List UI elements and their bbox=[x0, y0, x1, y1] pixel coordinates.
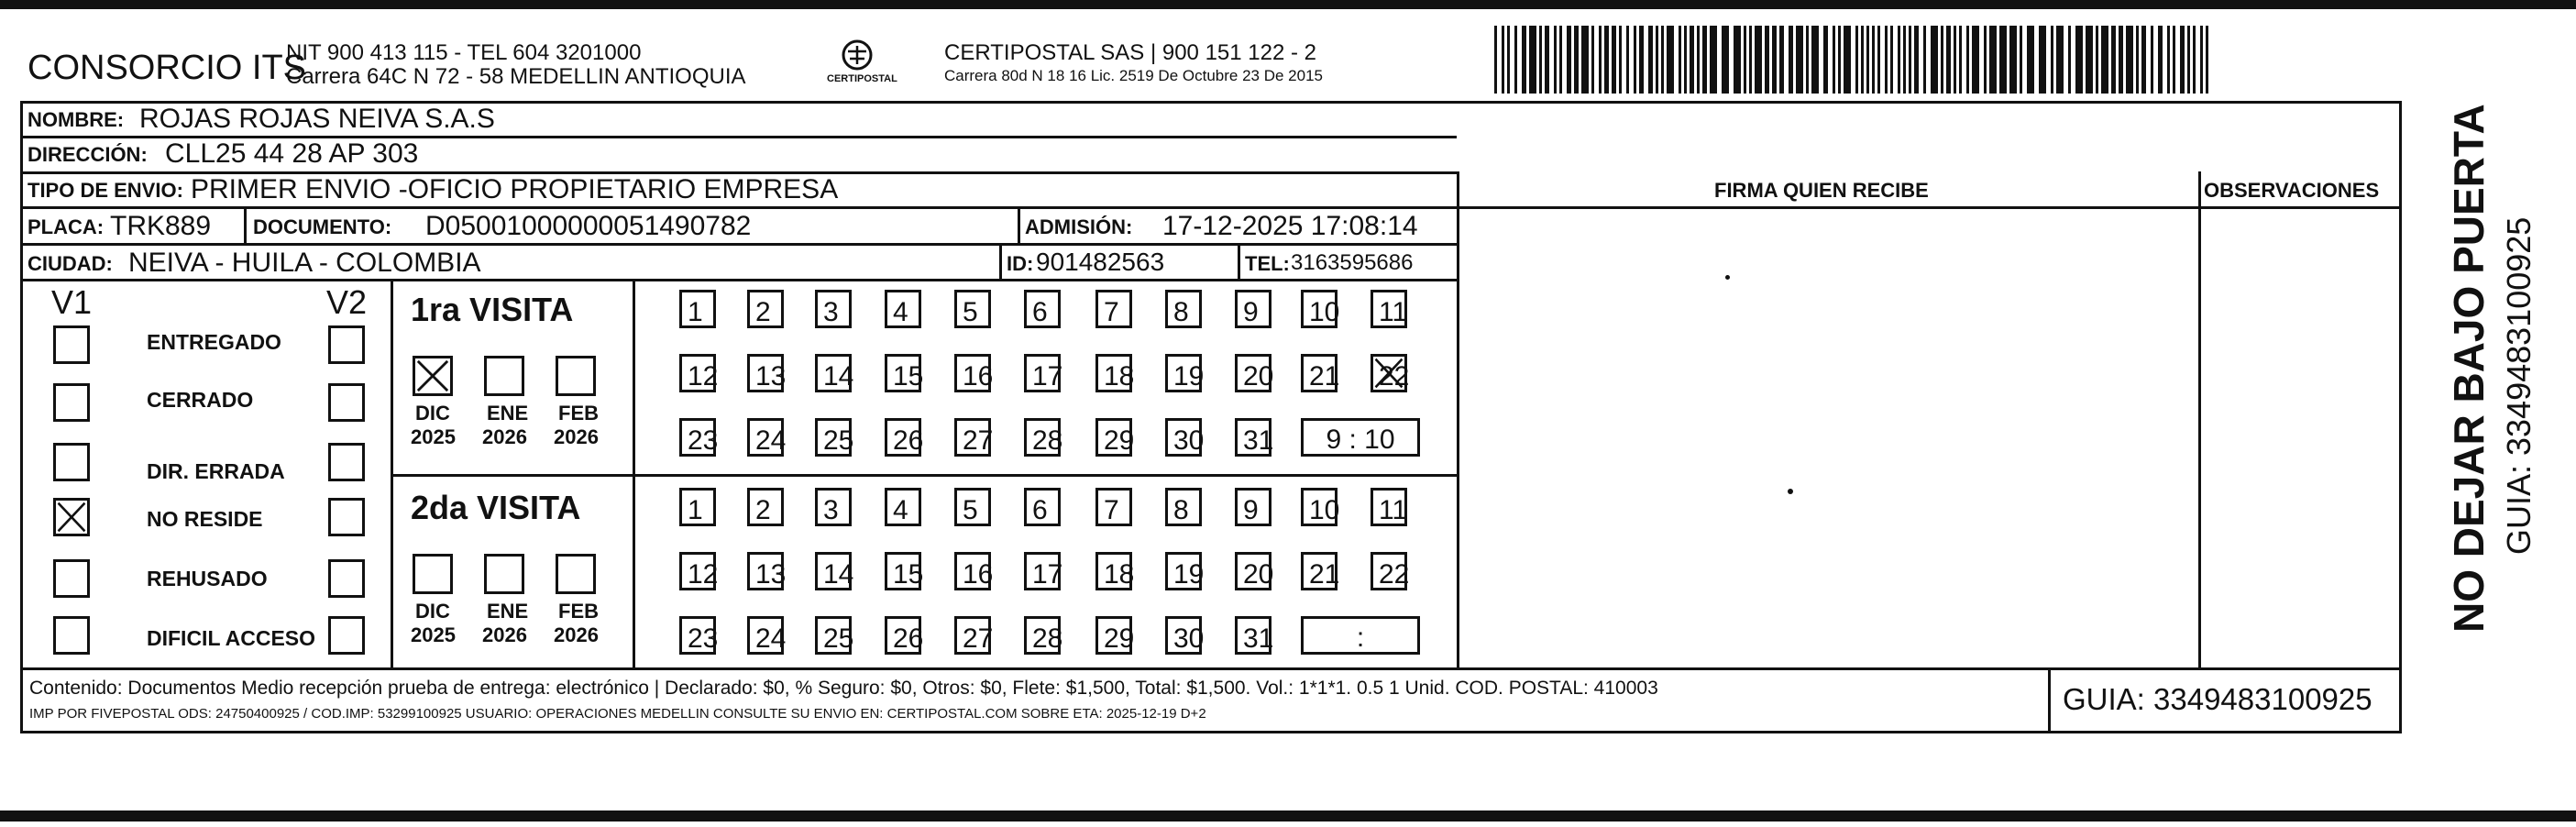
day-box[interactable]: 24 bbox=[747, 418, 784, 457]
v1-checkbox[interactable] bbox=[53, 325, 90, 364]
month-year: 2026 bbox=[482, 623, 527, 646]
day-box[interactable]: 18 bbox=[1095, 552, 1132, 590]
day-box[interactable]: 8 bbox=[1165, 290, 1202, 328]
month-name: ENE bbox=[487, 600, 529, 623]
day-box[interactable]: 28 bbox=[1024, 418, 1061, 457]
visit-title: 2da VISITA bbox=[411, 489, 581, 526]
day-box[interactable]: 3 bbox=[815, 488, 852, 526]
day-box[interactable]: 22 bbox=[1371, 552, 1407, 590]
check-x-mark bbox=[56, 501, 87, 534]
documento-value: D05001000000051490782 bbox=[425, 211, 752, 241]
day-box[interactable]: 29 bbox=[1095, 616, 1132, 655]
status-label: DIFICIL ACCESO bbox=[147, 626, 316, 650]
check-x-mark bbox=[1373, 357, 1404, 390]
day-box[interactable]: 1 bbox=[679, 290, 716, 328]
day-box[interactable]: 17 bbox=[1024, 552, 1061, 590]
logo-text: CERTIPOSTAL bbox=[827, 73, 897, 84]
day-box[interactable]: 12 bbox=[679, 552, 716, 590]
day-box[interactable]: 30 bbox=[1165, 418, 1202, 457]
tipo-envio-label: TIPO DE ENVIO: bbox=[28, 179, 183, 202]
month-name: DIC bbox=[415, 402, 450, 425]
month-checkbox[interactable] bbox=[413, 554, 453, 594]
day-box[interactable]: 31 bbox=[1235, 418, 1271, 457]
status-label: ENTREGADO bbox=[147, 330, 281, 354]
day-box[interactable]: 23 bbox=[679, 616, 716, 655]
certipostal-logo bbox=[807, 37, 908, 92]
id-label: ID: bbox=[1007, 252, 1034, 275]
v2-checkbox[interactable] bbox=[328, 325, 365, 364]
month-year: 2026 bbox=[554, 623, 599, 646]
day-box[interactable]: 16 bbox=[954, 354, 991, 392]
side-no-dejar: NO DEJAR BAJO PUERTA bbox=[2445, 104, 2493, 633]
v2-checkbox[interactable] bbox=[328, 616, 365, 655]
day-box[interactable]: 28 bbox=[1024, 616, 1061, 655]
visit-title: 1ra VISITA bbox=[411, 291, 574, 328]
day-box[interactable]: 26 bbox=[885, 418, 921, 457]
month-year: 2025 bbox=[411, 425, 456, 448]
day-box[interactable]: 15 bbox=[885, 552, 921, 590]
time-box[interactable]: 9 : 10 bbox=[1301, 418, 1420, 457]
time-box[interactable]: : bbox=[1301, 616, 1420, 655]
day-box[interactable]: 7 bbox=[1095, 488, 1132, 526]
day-box[interactable]: 8 bbox=[1165, 488, 1202, 526]
day-box[interactable]: 22 bbox=[1371, 354, 1407, 392]
admision-value: 17-12-2025 17:08:14 bbox=[1162, 211, 1418, 241]
footer-imp: IMP POR FIVEPOSTAL ODS: 24750400925 / COD.IMP: 53299100925 USUARIO: OPERACIONES MEDELLIN CONSULTE SU ENVIO EN: CERTIPOSTAL.COM SOBRE ETA: 2025-12-19 D+2 bbox=[29, 706, 1206, 722]
stray-dot bbox=[1725, 275, 1730, 280]
day-box[interactable]: 26 bbox=[885, 616, 921, 655]
company-name: CONSORCIO ITS bbox=[28, 49, 307, 87]
day-box[interactable]: 29 bbox=[1095, 418, 1132, 457]
day-box[interactable]: 6 bbox=[1024, 488, 1061, 526]
day-box[interactable]: 31 bbox=[1235, 616, 1271, 655]
footer-guia: GUIA: 3349483100925 bbox=[2063, 682, 2372, 716]
day-box[interactable]: 24 bbox=[747, 616, 784, 655]
v1-label: V1 bbox=[51, 283, 93, 321]
tipo-envio-value: PRIMER ENVIO -OFICIO PROPIETARIO EMPRESA bbox=[191, 174, 839, 204]
direccion-label: DIRECCIÓN: bbox=[28, 143, 148, 166]
v1-checkbox[interactable] bbox=[53, 383, 90, 422]
day-box[interactable]: 21 bbox=[1301, 354, 1338, 392]
day-box[interactable]: 9 bbox=[1235, 290, 1271, 328]
month-checkbox[interactable] bbox=[484, 356, 524, 396]
direccion-value: CLL25 44 28 AP 303 bbox=[165, 138, 419, 169]
day-box[interactable]: 15 bbox=[885, 354, 921, 392]
day-box[interactable]: 11 bbox=[1371, 488, 1407, 526]
admision-label: ADMISIÓN: bbox=[1025, 215, 1133, 238]
day-box[interactable]: 10 bbox=[1301, 290, 1338, 328]
v1-checkbox[interactable] bbox=[53, 616, 90, 655]
day-box[interactable]: 12 bbox=[679, 354, 716, 392]
placa-label: PLACA: bbox=[28, 215, 105, 238]
company-address: Carrera 64C N 72 - 58 MEDELLIN ANTIOQUIA bbox=[286, 64, 746, 89]
documento-label: DOCUMENTO: bbox=[253, 215, 392, 238]
id-value: 901482563 bbox=[1036, 248, 1165, 276]
month-name: FEB bbox=[558, 402, 599, 425]
status-label: CERRADO bbox=[147, 388, 254, 412]
month-year: 2025 bbox=[411, 623, 456, 646]
nombre-value: ROJAS ROJAS NEIVA S.A.S bbox=[139, 104, 495, 134]
v2-checkbox[interactable] bbox=[328, 443, 365, 481]
month-name: ENE bbox=[487, 402, 529, 425]
day-box[interactable]: 13 bbox=[747, 354, 784, 392]
top-border-bar bbox=[0, 0, 2576, 9]
ciudad-value: NEIVA - HUILA - COLOMBIA bbox=[128, 248, 481, 278]
day-box[interactable]: 30 bbox=[1165, 616, 1202, 655]
month-checkbox[interactable] bbox=[484, 554, 524, 594]
month-name: DIC bbox=[415, 600, 450, 623]
company-nit-tel: NIT 900 413 115 - TEL 604 3201000 bbox=[286, 40, 642, 65]
day-box[interactable]: 3 bbox=[815, 290, 852, 328]
day-box[interactable]: 11 bbox=[1371, 290, 1407, 328]
month-year: 2026 bbox=[554, 425, 599, 448]
month-year: 2026 bbox=[482, 425, 527, 448]
side-guia: GUIA: 3349483100925 bbox=[2500, 216, 2537, 555]
status-label: NO RESIDE bbox=[147, 507, 263, 531]
day-box[interactable]: 10 bbox=[1301, 488, 1338, 526]
month-checkbox[interactable] bbox=[413, 356, 453, 396]
tel-label: TEL: bbox=[1245, 252, 1290, 275]
placa-value: TRK889 bbox=[110, 211, 212, 241]
day-box[interactable]: 4 bbox=[885, 290, 921, 328]
day-box[interactable]: 13 bbox=[747, 552, 784, 590]
day-box[interactable]: 20 bbox=[1235, 552, 1271, 590]
day-box[interactable]: 2 bbox=[747, 290, 784, 328]
day-box[interactable]: 5 bbox=[954, 290, 991, 328]
tel-value: 3163595686 bbox=[1291, 250, 1414, 275]
v1-checkbox[interactable] bbox=[53, 559, 90, 598]
day-box[interactable]: 7 bbox=[1095, 290, 1132, 328]
barcode bbox=[1494, 26, 2218, 94]
day-box[interactable]: 16 bbox=[954, 552, 991, 590]
certipostal-license: Carrera 80d N 18 16 Lic. 2519 De Octubre 23 De 2015 bbox=[944, 67, 1323, 84]
day-box[interactable]: 18 bbox=[1095, 354, 1132, 392]
stray-dot bbox=[1788, 489, 1793, 494]
check-x-mark bbox=[415, 358, 450, 393]
footer-contenido: Contenido: Documentos Medio recepción prueba de entrega: electrónico | Declarado: $0, % Seguro: $0, Otros: $0, Flete: $1,500, Total: $1,500. Vol.: 1*1*1. 0.5 1 Unid. COD. POSTAL: 410003 bbox=[29, 678, 1658, 699]
v1-checkbox[interactable] bbox=[53, 443, 90, 481]
day-box[interactable]: 21 bbox=[1301, 552, 1338, 590]
ciudad-label: CIUDAD: bbox=[28, 252, 113, 275]
bottom-border-bar bbox=[0, 810, 2576, 821]
v2-checkbox[interactable] bbox=[328, 383, 365, 422]
firma-label: FIRMA QUIEN RECIBE bbox=[1714, 179, 1929, 202]
month-checkbox[interactable] bbox=[556, 356, 596, 396]
day-box[interactable]: 25 bbox=[815, 418, 852, 457]
observaciones-label: OBSERVACIONES bbox=[2204, 179, 2380, 202]
day-box[interactable]: 19 bbox=[1165, 552, 1202, 590]
v2-label: V2 bbox=[326, 283, 368, 321]
day-box[interactable]: 23 bbox=[679, 418, 716, 457]
certipostal-name: CERTIPOSTAL SAS | 900 151 122 - 2 bbox=[944, 40, 1316, 65]
day-box[interactable]: 17 bbox=[1024, 354, 1061, 392]
day-box[interactable]: 25 bbox=[815, 616, 852, 655]
nombre-label: NOMBRE: bbox=[28, 108, 125, 131]
v1-checkbox[interactable] bbox=[53, 498, 90, 536]
day-box[interactable]: 14 bbox=[815, 354, 852, 392]
v2-checkbox[interactable] bbox=[328, 559, 365, 598]
day-box[interactable]: 6 bbox=[1024, 290, 1061, 328]
month-name: FEB bbox=[558, 600, 599, 623]
day-box[interactable]: 27 bbox=[954, 616, 991, 655]
day-box[interactable]: 19 bbox=[1165, 354, 1202, 392]
status-label: DIR. ERRADA bbox=[147, 459, 285, 483]
day-box[interactable]: 1 bbox=[679, 488, 716, 526]
v2-checkbox[interactable] bbox=[328, 498, 365, 536]
day-box[interactable]: 4 bbox=[885, 488, 921, 526]
month-checkbox[interactable] bbox=[556, 554, 596, 594]
day-box[interactable]: 14 bbox=[815, 552, 852, 590]
day-box[interactable]: 20 bbox=[1235, 354, 1271, 392]
day-box[interactable]: 9 bbox=[1235, 488, 1271, 526]
day-box[interactable]: 27 bbox=[954, 418, 991, 457]
day-box[interactable]: 5 bbox=[954, 488, 991, 526]
day-box[interactable]: 2 bbox=[747, 488, 784, 526]
status-label: REHUSADO bbox=[147, 567, 268, 590]
